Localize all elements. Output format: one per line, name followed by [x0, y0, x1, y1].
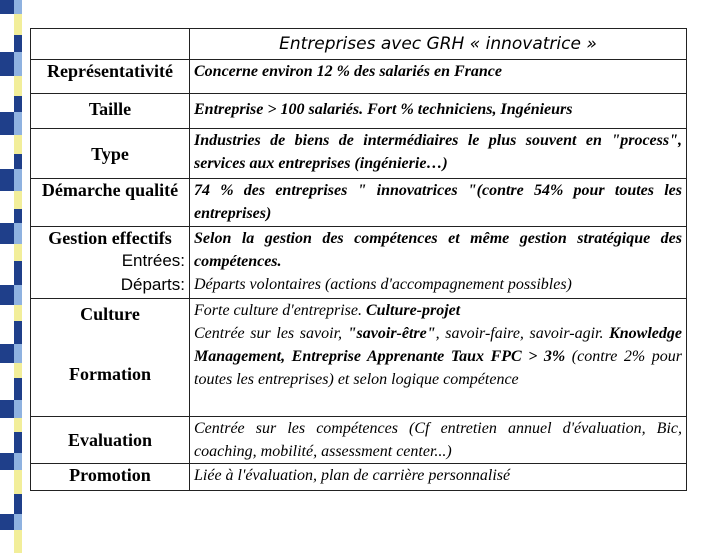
stripe-segment [14, 305, 22, 321]
label-culture-formation-cell [31, 299, 190, 417]
stripe-segment [14, 191, 22, 209]
culture-bold: Culture-projet [365, 302, 461, 319]
row-demarche [31, 179, 687, 227]
grh-table [30, 28, 687, 491]
stripe-segment [14, 285, 22, 305]
row-taille [31, 94, 687, 129]
stripe-segment [0, 209, 14, 223]
stripe-segment [0, 378, 14, 400]
stripe-segment [14, 135, 22, 154]
stripe-segment [14, 244, 22, 261]
stripe-segment [14, 344, 22, 363]
stripe-segment [14, 514, 22, 530]
row-promotion [31, 464, 687, 491]
row-culture-formation [31, 299, 687, 417]
stripe-segment [0, 244, 14, 261]
title-row [31, 29, 687, 60]
stripe-segment [0, 470, 14, 494]
stripe-segment [14, 453, 22, 470]
savoir-rest: , savoir-faire, savoir-agir. [435, 325, 604, 342]
table-title: Entreprises avec GRH « innovatrice » [190, 29, 687, 60]
stripe-segment [14, 209, 22, 223]
stripe-segment [0, 76, 14, 96]
stripe-segment [0, 0, 14, 14]
label-taille: Taille [31, 94, 190, 129]
culture-text: Forte culture d'entreprise. [194, 302, 362, 319]
label-culture: Culture [80, 304, 140, 324]
stripe-segment [14, 14, 22, 35]
stripe-segment [0, 14, 14, 35]
row-type [31, 129, 687, 179]
stripe-segment [14, 494, 22, 514]
stripe-segment [0, 305, 14, 321]
label-type: Type [31, 129, 190, 179]
stripe-segment [14, 76, 22, 96]
stripe-segment [14, 321, 22, 344]
decorative-stripes [0, 0, 22, 540]
label-departs: Départs: [120, 275, 185, 294]
stripe-segment [0, 363, 14, 378]
stripe-segment [0, 432, 14, 453]
value-evaluation: Centrée sur les compétences (Cf entretien annuel d'évaluation, Bic, coaching, mobilité, assessment center...) [190, 417, 687, 464]
title-spacer-cell [31, 29, 190, 60]
stripe-segment [14, 0, 22, 14]
row-evaluation [31, 417, 687, 464]
stripe-segment [14, 530, 22, 553]
label-gestion-cell [31, 227, 190, 299]
label-promotion: Promotion [31, 464, 190, 491]
stripe-segment [14, 35, 22, 52]
stripe-segment [14, 154, 22, 169]
label-evaluation: Evaluation [31, 417, 190, 464]
stripe-segment [14, 470, 22, 494]
stripe-segment [14, 261, 22, 285]
value-culture-formation [190, 299, 687, 417]
stripe-segment [0, 52, 14, 76]
value-demarche: 74 % des entreprises " innovatrices "(contre 54% pour toutes les entreprises) [190, 179, 687, 227]
value-gestion: Selon la gestion des compétences et même gestion stratégique des compétences. [194, 230, 682, 270]
value-taille: Entreprise > 100 salariés. Fort % techniciens, Ingénieurs [190, 94, 687, 129]
label-entrees: Entrées: [121, 251, 185, 270]
value-promotion: Liée à l'évaluation, plan de carrière personnalisé [190, 464, 687, 491]
stripe-segment [14, 223, 22, 244]
centree-text: Centrée sur les savoir, [194, 325, 348, 342]
label-demarche: Démarche qualité [31, 179, 190, 227]
stripe-segment [14, 400, 22, 418]
value-departs: Départs volontaires (actions d'accompagnement possibles) [194, 276, 572, 293]
label-gestion: Gestion effectifs [48, 228, 172, 248]
stripe-segment [0, 530, 14, 553]
stripe-segment [0, 154, 14, 169]
stripe-segment [0, 96, 14, 112]
taux-rest: (contre 2% pour toutes les entreprises) et selon logique compétence [194, 348, 683, 388]
stripe-segment [0, 418, 14, 432]
stripe-segment [14, 96, 22, 112]
stripe-segment [0, 285, 14, 305]
row-gestion [31, 227, 687, 299]
row-representativite [31, 60, 687, 94]
stripe-segment [14, 363, 22, 378]
stripe-segment [0, 494, 14, 514]
value-gestion-cell [190, 227, 687, 299]
label-representativite: Représentativité [31, 60, 190, 94]
stripe-segment [0, 223, 14, 244]
stripe-segment [0, 112, 14, 135]
taux-text: Taux FPC > 3% [450, 348, 566, 365]
stripe-segment [0, 344, 14, 363]
stripe-segment [0, 261, 14, 285]
value-type: Industries de biens de intermédiaires le plus souvent en "process", services aux entreprises (ingénierie…) [190, 129, 687, 179]
stripe-segment [0, 35, 14, 52]
stripe-segment [0, 400, 14, 418]
stripe-segment [0, 191, 14, 209]
value-representativite: Concerne environ 12 % des salariés en France [190, 60, 687, 94]
stripe-segment [14, 418, 22, 432]
stripe-segment [14, 52, 22, 76]
stripe-segment [0, 321, 14, 344]
stripe-segment [0, 453, 14, 470]
stripe-segment [14, 378, 22, 400]
stripe-segment [0, 169, 14, 191]
stripe-segment [14, 112, 22, 135]
stripe-segment [14, 169, 22, 191]
savoir-etre: "savoir-être" [347, 325, 436, 342]
label-formation: Formation [69, 364, 151, 384]
stripe-segment [0, 514, 14, 530]
stripe-segment [14, 432, 22, 453]
stripe-segment [0, 135, 14, 154]
km-text: Knowledge Management, Entreprise Apprenante [194, 325, 682, 365]
